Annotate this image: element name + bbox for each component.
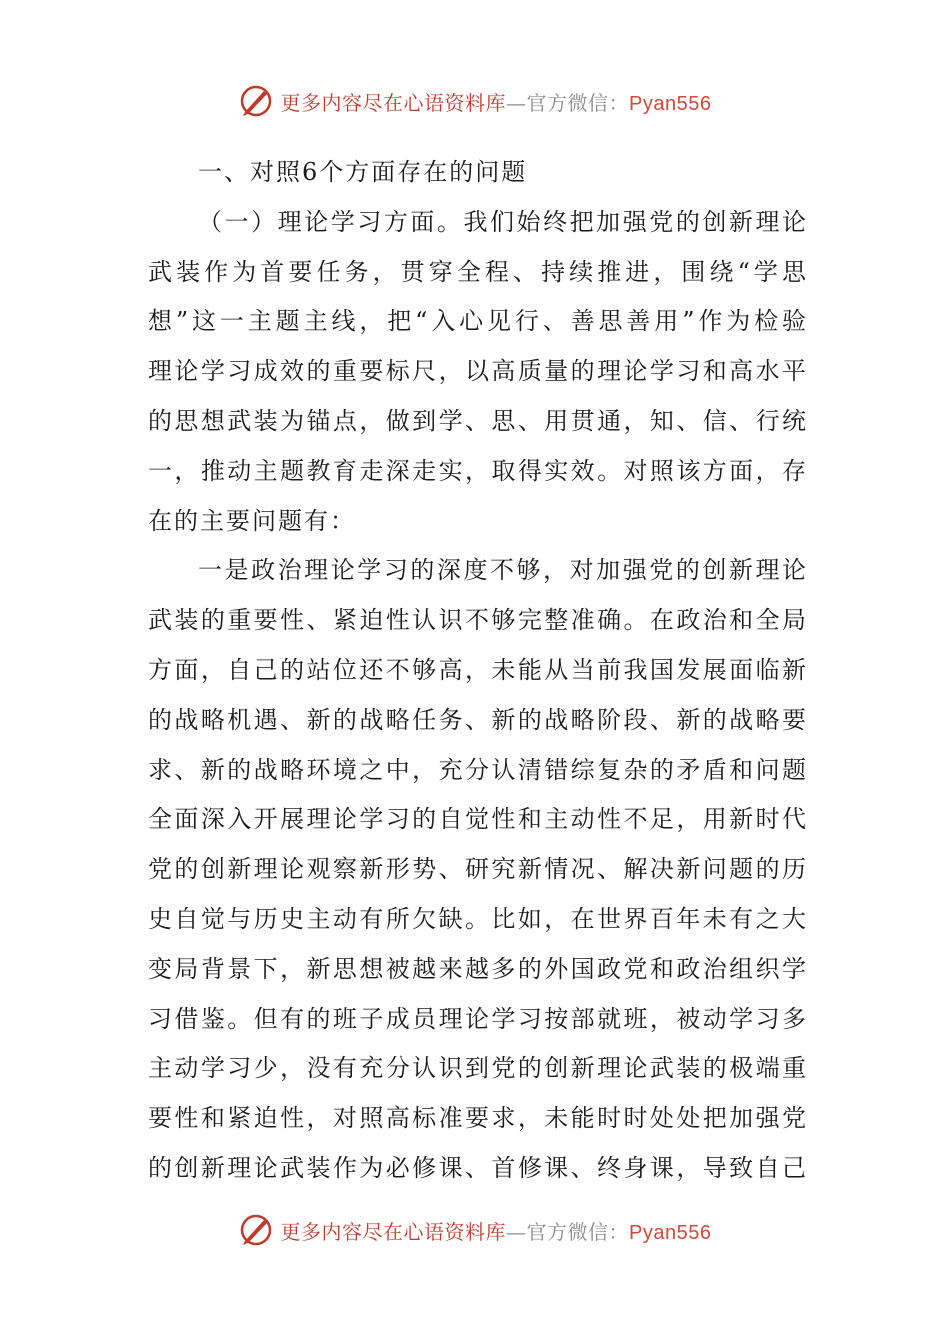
text-line: 一是政治理论学习的深度不够，对加强党的创新理论 <box>198 556 808 585</box>
text-line: 武装的重要性、紧迫性认识不够完整准确。在政治和全局 <box>148 606 808 635</box>
text-line: 方面，自己的站位还不够高，未能从当前我国发展面临新 <box>148 655 808 684</box>
quill-logo-icon <box>239 84 273 118</box>
text-line: 党的创新理论观察新形势、研究新情况、解决新问题的历 <box>148 855 808 884</box>
section-heading: 一、对照6个方面存在的问题 <box>198 158 528 186</box>
text-line: 想”这一主题主线，把“入心见行、善思善用”作为检验 <box>148 307 808 336</box>
document-body <box>148 148 808 1194</box>
text-line: 全面深入开展理论学习的自觉性和主动性不足，用新时代 <box>148 805 808 834</box>
watermark-id: Pyan556 <box>629 92 712 115</box>
text-line: 求、新的战略环境之中，充分认清错综复杂的矛盾和问题 <box>148 755 808 784</box>
text-line: 习借鉴。但有的班子成员理论学习按部就班，被动学习多 <box>148 1004 808 1033</box>
text-line: 的创新理论武装作为必修课、首修课、终身课，导致自己 <box>148 1153 808 1182</box>
text-line: 的思想武装为锚点，做到学、思、用贯通，知、信、行统 <box>148 406 808 435</box>
watermark-separator: — <box>506 1219 527 1244</box>
quill-logo-icon <box>239 1213 273 1247</box>
watermark-separator: — <box>506 90 527 115</box>
text-line: 史自觉与历史主动有所欠缺。比如，在世界百年未有之大 <box>148 904 808 933</box>
text-line: 要性和紧迫性，对照高标准要求，未能时时处处把加强党 <box>148 1104 808 1133</box>
watermark-main: 更多内容尽在心语资料库 <box>280 90 507 115</box>
watermark-id: Pyan556 <box>629 1221 712 1244</box>
watermark-footer <box>0 1213 950 1247</box>
text-line: 一，推动主题教育走深走实，取得实效。对照该方面，存 <box>148 456 808 485</box>
text-line: 变局背景下，新思想被越来越多的外国政党和政治组织学 <box>148 954 808 983</box>
text-line: 在的主要问题有： <box>148 506 356 535</box>
watermark-sub: 官方微信： <box>526 90 630 115</box>
text-line: 主动学习少，没有充分认识到党的创新理论武装的极端重 <box>148 1054 808 1083</box>
text-line: 理论学习成效的重要标尺，以高质量的理论学习和高水平 <box>148 357 808 386</box>
watermark-header <box>0 84 950 118</box>
watermark-text <box>281 87 712 116</box>
text-line: 的战略机遇、新的战略任务、新的战略阶段、新的战略要 <box>148 705 808 734</box>
text-line: 武装作为首要任务，贯穿全程、持续推进，围绕“学思 <box>148 257 808 286</box>
watermark-main: 更多内容尽在心语资料库 <box>280 1219 507 1244</box>
watermark-text <box>281 1216 712 1245</box>
watermark-sub: 官方微信： <box>526 1219 630 1244</box>
text-line: （一）理论学习方面。我们始终把加强党的创新理论 <box>198 207 808 236</box>
